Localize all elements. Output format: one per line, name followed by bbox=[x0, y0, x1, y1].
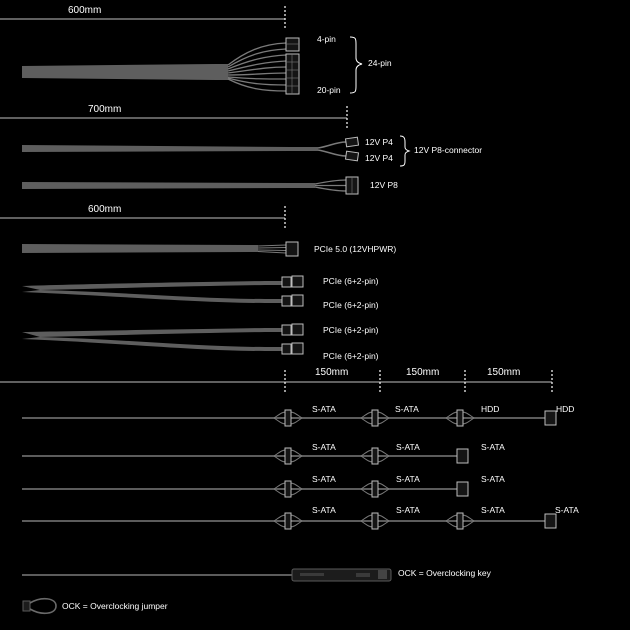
sata-label-1-3: HDD bbox=[481, 404, 500, 414]
atx-24pin-label: 24-pin bbox=[368, 58, 392, 68]
ock-key-cable bbox=[22, 568, 492, 581]
sata-row-1 bbox=[22, 404, 574, 426]
sata-connector-4-2 bbox=[372, 513, 378, 529]
dim-150-1-label: 150mm bbox=[315, 367, 349, 378]
pcie-1-label: PCIe (6+2-pin) bbox=[323, 276, 379, 286]
dim-cpu bbox=[0, 104, 347, 130]
atx-4pin-label: 4-pin bbox=[317, 34, 336, 44]
sata-row-2 bbox=[22, 442, 505, 464]
dim-24pin bbox=[0, 5, 285, 30]
ock-jumper bbox=[23, 599, 168, 614]
sata-connector-1-3 bbox=[457, 410, 463, 426]
cpu-p8-connector-label: 12V P8-connector bbox=[414, 145, 483, 155]
pcie5-cable bbox=[22, 242, 396, 256]
sata-connector-3-2 bbox=[372, 481, 378, 497]
dim-pcie bbox=[0, 204, 285, 230]
sata-label-3-2: S-ATA bbox=[396, 474, 420, 484]
sata-label-4-1: S-ATA bbox=[312, 505, 336, 515]
cpu-p4p4-cable bbox=[22, 136, 482, 166]
sata-label-3-3: S-ATA bbox=[481, 474, 505, 484]
sata-row-4 bbox=[22, 505, 579, 529]
sata-end-connector-1-4 bbox=[545, 411, 556, 425]
ock-key-label: OCK = Overclocking key bbox=[398, 568, 491, 578]
sata-connector-4-1 bbox=[285, 513, 291, 529]
sata-connector-2-1 bbox=[285, 448, 291, 464]
ock-jumper-label: OCK = Overclocking jumper bbox=[62, 601, 168, 611]
cpu-brace bbox=[400, 136, 409, 166]
sata-label-1-1: S-ATA bbox=[312, 404, 336, 414]
dim-600-top-label: 600mm bbox=[68, 5, 102, 16]
dim-150-3-label: 150mm bbox=[487, 367, 521, 378]
sata-connector-3-1 bbox=[285, 481, 291, 497]
dim-peripheral bbox=[0, 367, 552, 394]
pcie-pair-2-cable bbox=[22, 324, 379, 361]
sata-connector-2-2 bbox=[372, 448, 378, 464]
sata-label-2-1: S-ATA bbox=[312, 442, 336, 452]
sata-label-4-4: S-ATA bbox=[555, 505, 579, 515]
cpu-p8-cable bbox=[22, 177, 398, 194]
pcie-pair-1-cable bbox=[22, 276, 379, 310]
atx-24pin-cable bbox=[22, 34, 392, 95]
dim-150-2-label: 150mm bbox=[406, 367, 440, 378]
sata-connector-1-2 bbox=[372, 410, 378, 426]
sata-end-connector-2-3 bbox=[457, 449, 468, 463]
cpu-p4-a-label: 12V P4 bbox=[365, 137, 393, 147]
dim-700-label: 700mm bbox=[88, 104, 122, 115]
pcie-4-label: PCIe (6+2-pin) bbox=[323, 351, 379, 361]
sata-label-2-2: S-ATA bbox=[396, 442, 420, 452]
sata-row-3 bbox=[22, 474, 505, 497]
pcie-3-label: PCIe (6+2-pin) bbox=[323, 325, 379, 335]
sata-end-connector-4-4 bbox=[545, 514, 556, 528]
sata-label-1-4: HDD bbox=[556, 404, 575, 414]
sata-label-3-1: S-ATA bbox=[312, 474, 336, 484]
sata-label-4-3: S-ATA bbox=[481, 505, 505, 515]
dim-600-pcie-label: 600mm bbox=[88, 204, 122, 215]
atx-brace bbox=[350, 37, 362, 93]
sata-cables bbox=[22, 404, 579, 529]
atx-20pin-label: 20-pin bbox=[317, 85, 341, 95]
pcie5-label: PCIe 5.0 (12VHPWR) bbox=[314, 244, 397, 254]
sata-connector-4-3 bbox=[457, 513, 463, 529]
sata-label-2-3: S-ATA bbox=[481, 442, 505, 452]
sata-connector-1-1 bbox=[285, 410, 291, 426]
pcie-2-label: PCIe (6+2-pin) bbox=[323, 300, 379, 310]
sata-label-1-2: S-ATA bbox=[395, 404, 419, 414]
sata-label-4-2: S-ATA bbox=[396, 505, 420, 515]
cpu-p4-b-label: 12V P4 bbox=[365, 153, 393, 163]
sata-end-connector-3-3 bbox=[457, 482, 468, 496]
cpu-p8-label: 12V P8 bbox=[370, 180, 398, 190]
